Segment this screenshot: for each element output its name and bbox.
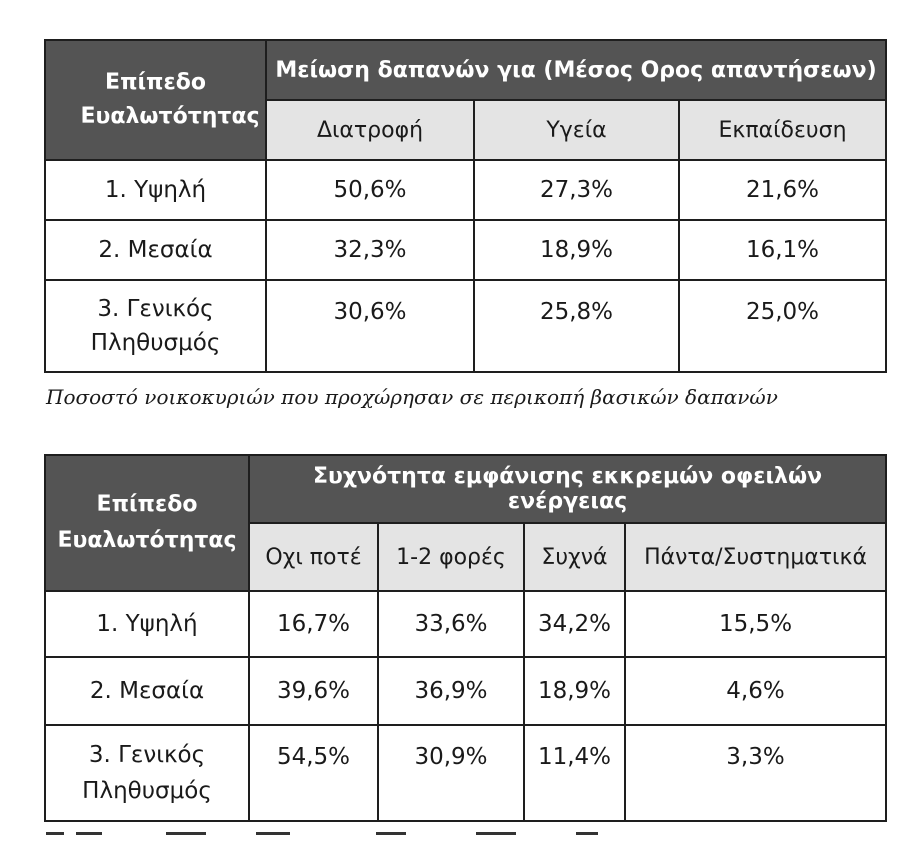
- cell-value: 11,4%: [524, 725, 625, 821]
- column-header-never: Οχι ποτέ: [249, 523, 378, 591]
- cell-value: 21,6%: [679, 160, 886, 220]
- row-label-general: 3. Γενικός Πληθυσμός: [45, 280, 266, 372]
- cell-value: 16,7%: [249, 591, 378, 657]
- spending-cuts-table: [44, 39, 887, 373]
- cell-value: 15,5%: [625, 591, 886, 657]
- column-header-education: Εκπαίδευση: [679, 100, 886, 160]
- vulnerability-level-header: Επίπεδο Ευαλωτότητας: [45, 40, 266, 160]
- row-label-high: 1. Υψηλή: [45, 160, 266, 220]
- cell-value: 32,3%: [266, 220, 474, 280]
- table-row: [45, 725, 886, 821]
- cell-value: 4,6%: [625, 657, 886, 725]
- column-header-health: Υγεία: [474, 100, 679, 160]
- column-header-often: Συχνά: [524, 523, 625, 591]
- row-label-general: 3. Γενικός Πληθυσμός: [45, 725, 249, 821]
- cell-value: 30,9%: [378, 725, 524, 821]
- row-label-medium: 2. Μεσαία: [45, 657, 249, 725]
- cell-value: 50,6%: [266, 160, 474, 220]
- row-label-high: 1. Υψηλή: [45, 591, 249, 657]
- row-label-medium: 2. Μεσαία: [45, 220, 266, 280]
- cell-value: 18,9%: [474, 220, 679, 280]
- cell-value: 39,6%: [249, 657, 378, 725]
- energy-arrears-group-header: Συχνότητα εμφάνισης εκκρεμών οφειλών ενέργειας: [249, 455, 886, 523]
- table2-caption-cropped: [46, 832, 606, 844]
- cell-value: 36,9%: [378, 657, 524, 725]
- column-header-1-2-times: 1-2 φορές: [378, 523, 524, 591]
- table-row: [45, 591, 886, 657]
- cell-value: 25,8%: [474, 280, 679, 372]
- spending-reduction-group-header: Μείωση δαπανών για (Μέσος Ορος απαντήσεων): [266, 40, 886, 100]
- cell-value: 16,1%: [679, 220, 886, 280]
- table-row: [45, 160, 886, 220]
- column-header-always: Πάντα/Συστηματικά: [625, 523, 886, 591]
- table-row: [45, 220, 886, 280]
- column-header-food: Διατροφή: [266, 100, 474, 160]
- cell-value: 18,9%: [524, 657, 625, 725]
- cell-value: 25,0%: [679, 280, 886, 372]
- table-row: [45, 657, 886, 725]
- cell-value: 34,2%: [524, 591, 625, 657]
- vulnerability-level-header: Επίπεδο Ευαλωτότητας: [45, 455, 249, 591]
- energy-arrears-table: [44, 454, 887, 822]
- cell-value: 30,6%: [266, 280, 474, 372]
- cell-value: 54,5%: [249, 725, 378, 821]
- cell-value: 27,3%: [474, 160, 679, 220]
- cell-value: 33,6%: [378, 591, 524, 657]
- cell-value: 3,3%: [625, 725, 886, 821]
- table-row: [45, 280, 886, 372]
- table1-caption: Ποσοστό νοικοκυριών που προχώρησαν σε περικοπή βασικών δαπανών: [46, 385, 778, 409]
